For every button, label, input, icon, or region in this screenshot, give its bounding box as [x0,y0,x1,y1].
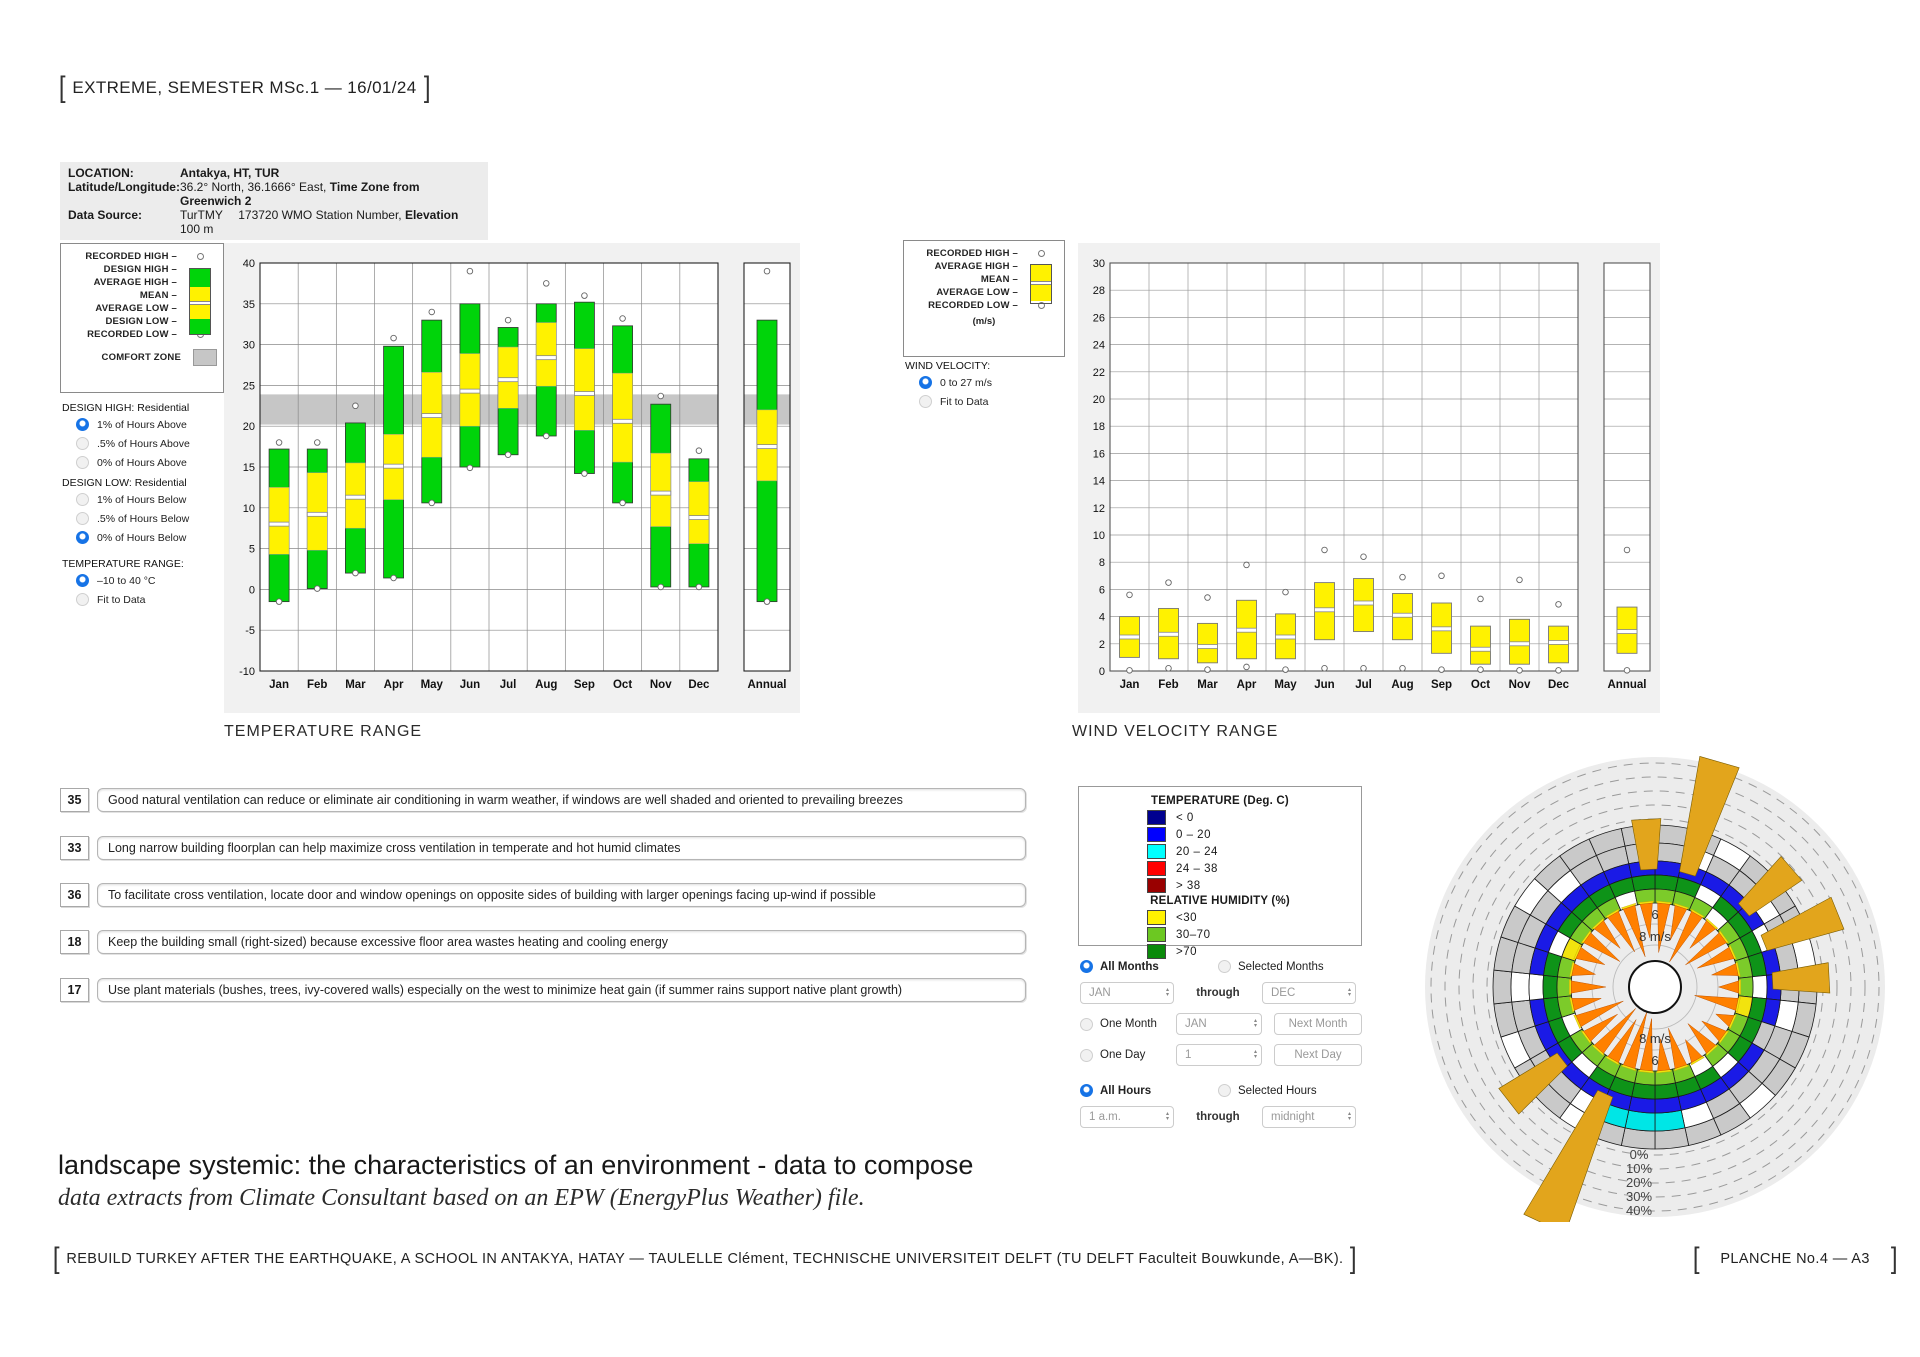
from-hour-select[interactable]: 1 a.m. ▴ ▾ [1080,1106,1174,1128]
svg-text:25: 25 [242,380,255,393]
svg-text:30: 30 [1092,258,1105,270]
svg-text:Nov: Nov [1508,679,1531,691]
wind-chart-title: WIND VELOCITY RANGE [1072,723,1279,740]
svg-text:28: 28 [1092,285,1105,298]
radio-dot [1218,960,1231,973]
svg-text:Oct: Oct [1470,679,1491,691]
radio-selected-months[interactable]: Selected Months [1218,960,1324,973]
bracket-open: [ [58,71,66,104]
swatch-temp-24-38 [1147,861,1166,876]
radio-1pct-hours-above[interactable]: 1% of Hours Above [76,418,222,431]
wheel-center [1629,961,1681,1013]
legend-recorded-low: RECORDED LOW – [87,329,177,340]
wind-wheel-chart [1420,752,1890,1222]
svg-text:0%: 0% [1629,1147,1649,1162]
temperature-legend [60,243,224,393]
radio-dot [76,593,89,606]
footer-planche-text: PLANCHE No.4 — A3 [1720,1250,1870,1267]
radio-wind-0-27[interactable]: 0 to 27 m/s [919,376,1065,389]
radio-dot [919,376,932,389]
through-label: through [1196,1111,1240,1123]
legend-mean: MEAN – [980,274,1018,285]
temp-bar-May [422,309,442,506]
temperature-chart-panel [224,243,800,713]
datasource-label: Data Source: [68,208,143,222]
svg-text:10: 10 [242,502,255,515]
guideline-text-field[interactable]: Keep the building small (right-sized) because excessive floor area wastes heating and cooling energy [97,930,1026,954]
guideline-number: 33 [60,836,89,860]
svg-text:26: 26 [1092,312,1105,325]
temp-bar-Mar [345,403,365,576]
radio-one-day[interactable]: One Day [1080,1049,1176,1062]
radio-all-months[interactable]: All Months [1080,960,1218,973]
svg-text:Sep: Sep [1430,679,1453,691]
svg-text:22: 22 [1092,366,1105,379]
guideline-number: 35 [60,788,89,812]
location-value: Antakya, HT, TUR [180,166,280,180]
design-low-section-label: DESIGN LOW: Residential [62,477,187,489]
guideline-text-field[interactable]: Long narrow building floorplan can help maximize cross ventilation in temperate and hot humid climates [97,836,1026,860]
guideline-row [60,788,1026,812]
temperature-bar-key [189,268,211,335]
svg-text:6: 6 [1651,1053,1659,1068]
svg-text:Annual: Annual [747,679,787,691]
svg-text:Jan: Jan [1119,679,1140,691]
svg-text:18: 18 [1092,421,1105,434]
stepper-icon: ▴ ▾ [1347,1111,1351,1122]
temperature-options [62,394,222,612]
svg-text:Apr: Apr [1236,679,1257,691]
temp-bar-Dec [689,448,709,590]
svg-text:8: 8 [1098,557,1105,570]
temp-bar-Apr [384,335,404,581]
svg-text:Jun: Jun [459,679,481,691]
wind-velocity-range-chart [1078,243,1660,713]
svg-text:12: 12 [1092,502,1105,515]
bracket-close: ] [1890,1242,1898,1275]
svg-text:Mar: Mar [345,679,366,691]
caption-subtitle: data extracts from Climate Consultant based on an EPW (EnergyPlus Weather) file. [58,1185,865,1211]
swatch-temp-0-20 [1147,827,1166,842]
legend-design-low: DESIGN LOW – [105,316,177,327]
svg-text:14: 14 [1092,475,1105,488]
radio-dot [919,395,932,408]
stepper-icon: ▴ ▾ [1165,987,1169,998]
swatch-rh-lt30 [1147,910,1166,925]
stepper-icon: ▴ ▾ [1253,1018,1257,1029]
svg-text:Annual: Annual [1607,679,1647,691]
radio-dot [76,574,89,587]
svg-text:8 m/s: 8 m/s [1639,929,1671,944]
wind-options [905,352,1065,414]
radio-0pct-hours-above[interactable]: 0% of Hours Above [76,456,222,469]
wheel-controls [1080,960,1388,1137]
svg-text:Oct: Oct [612,679,633,691]
radio-dot [76,437,89,450]
radio-dot [76,493,89,506]
page-header [58,71,431,104]
radio-0pct-hours-below[interactable]: 0% of Hours Below [76,531,222,544]
wheel-legend-rh-title: RELATIVE HUMIDITY (%) [1150,895,1290,907]
svg-text:5: 5 [248,543,255,556]
temp-bar-Aug [536,281,556,439]
wheel-legend-temp-title: TEMPERATURE (Deg. C) [1151,795,1289,807]
svg-text:2: 2 [1098,638,1105,651]
one-day-select[interactable]: 1 ▴ ▾ [1176,1044,1262,1066]
radio-range-fixed[interactable]: –10 to 40 °C [76,574,222,587]
footer-credit-text: REBUILD TURKEY AFTER THE EARTHQUAKE, A SCHOOL IN ANTAKYA, HATAY — TAULELLE Clément, TECHNISCHE UNIVERSITEIT DELFT (TU DELFT Faculteit Bouwkunde, A—BK). [66,1250,1344,1267]
design-high-section-label: DESIGN HIGH: Residential [62,402,190,414]
svg-text:20: 20 [1092,394,1105,406]
svg-text:-10: -10 [239,666,255,678]
bracket-close: ] [423,71,431,104]
temp-bar-Nov [651,393,671,590]
svg-text:Jul: Jul [1355,679,1372,691]
radio-one-month[interactable]: One Month [1080,1018,1176,1031]
to-month-select[interactable]: DEC ▴ ▾ [1262,982,1356,1004]
latlong-value: 36.2° North, 36.1666° East, Time Zone from Greenwich 2 [180,180,423,208]
svg-text:30%: 30% [1625,1189,1653,1204]
radio-range-fit[interactable]: Fit to Data [76,593,222,606]
datasource-value: TurTMY 173720 WMO Station Number, Elevation 100 m [180,208,462,236]
radio-dot [1080,1018,1093,1031]
guideline-row [60,930,1026,954]
caption-title: landscape systemic: the characteristics of an environment - data to compose [58,1150,974,1180]
legend-recorded-high: RECORDED HIGH – [85,251,177,262]
footer-planche [1692,1242,1898,1275]
wind-velocity-section-label: WIND VELOCITY: [905,360,991,372]
radio-dot [76,531,89,544]
legend-average-high: AVERAGE HIGH – [934,261,1018,272]
radio-05pct-hours-below[interactable]: .5% of Hours Below [76,512,222,525]
svg-text:Sep: Sep [573,679,595,691]
svg-text:20: 20 [242,421,255,434]
svg-text:Feb: Feb [1158,679,1179,691]
location-label: LOCATION: [68,166,134,180]
svg-text:20%: 20% [1625,1175,1653,1190]
to-hour-select[interactable]: midnight ▴ ▾ [1262,1106,1356,1128]
guideline-row [60,836,1026,860]
next-month-button[interactable]: Next Month [1274,1013,1362,1035]
svg-text:30: 30 [242,339,255,352]
svg-text:Feb: Feb [307,679,328,691]
svg-text:40%: 40% [1625,1203,1653,1218]
svg-text:6: 6 [1651,907,1659,922]
recorded-high-marker [1038,250,1045,257]
swatch-rh-30-70 [1147,927,1166,942]
svg-text:Jul: Jul [499,679,517,691]
svg-text:Apr: Apr [383,679,404,691]
guideline-row [60,978,1026,1002]
svg-text:15: 15 [242,462,255,474]
from-month-select[interactable]: JAN ▴ ▾ [1080,982,1174,1004]
svg-text:40: 40 [242,258,255,270]
through-label: through [1196,987,1240,999]
svg-text:6: 6 [1098,584,1105,597]
svg-text:Dec: Dec [688,679,710,691]
wind-chart-panel [1078,243,1660,713]
radio-selected-hours[interactable]: Selected Hours [1218,1084,1317,1097]
footer-credit [52,1242,1358,1275]
radio-dot [1080,1049,1093,1062]
temp-bar-Sep [574,293,594,476]
temperature-range-chart [224,243,800,713]
svg-text:8 m/s: 8 m/s [1639,1031,1671,1046]
recorded-high-marker [197,253,204,260]
latlong-row [68,180,480,208]
svg-text:35: 35 [242,298,255,311]
datasource-row [68,208,480,236]
temp-bar-Feb [307,440,327,592]
comfort-zone-key [67,349,217,366]
svg-text:0: 0 [248,584,255,597]
svg-text:Nov: Nov [649,679,672,691]
svg-text:Aug: Aug [535,679,558,691]
wheel-legend: TEMPERATURE (Deg. C) < 0 0 – 20 20 – 24 24 – 38 > 38 RELATIVE HUMIDITY (%) <30 30–70 >70 [1078,786,1362,946]
guideline-number: 36 [60,883,89,907]
bracket-close: ] [1350,1242,1357,1275]
stepper-icon: ▴ ▾ [1165,1111,1169,1122]
location-box [60,162,488,240]
svg-text:Jun: Jun [1314,679,1335,691]
radio-dot [1080,960,1093,973]
radio-all-hours[interactable]: All Hours [1080,1084,1218,1097]
temperature-chart-title: TEMPERATURE RANGE [224,723,423,740]
legend-average-low: AVERAGE LOW – [936,287,1018,298]
svg-text:Aug: Aug [1391,679,1414,691]
svg-text:16: 16 [1092,448,1105,461]
radio-dot [76,418,89,431]
stepper-icon: ▴ ▾ [1347,987,1351,998]
guideline-number: 18 [60,930,89,954]
comfort-zone-label: COMFORT ZONE [101,352,181,363]
radio-wind-fit[interactable]: Fit to Data [919,395,1065,408]
svg-text:0: 0 [1098,666,1105,678]
radio-dot [76,456,89,469]
legend-average-high: AVERAGE HIGH – [93,277,177,288]
guideline-text-field[interactable]: To facilitate cross ventilation, locate door and window openings on opposite sides of building with larger openings facing up-wind if possible [97,883,1026,907]
guideline-number: 17 [60,978,89,1002]
legend-mean: MEAN – [139,290,177,301]
wind-legend [903,240,1065,357]
radio-dot [76,512,89,525]
stepper-icon: ▴ ▾ [1253,1049,1257,1060]
latlong-label: Latitude/Longitude: [68,180,180,194]
svg-text:-5: -5 [245,625,255,638]
swatch-temp-gt38 [1147,878,1166,893]
one-month-select[interactable]: JAN ▴ ▾ [1176,1013,1262,1035]
legend-recorded-high: RECORDED HIGH – [926,248,1018,259]
guideline-text-field[interactable]: Use plant materials (bushes, trees, ivy-covered walls) especially on the west to minimize heat gain (if summer rains support native plant growth) [97,978,1026,1002]
legend-recorded-low: RECORDED LOW – [928,300,1018,311]
location-row [68,166,480,180]
bracket-open: [ [52,1242,60,1275]
guideline-row [60,883,1026,907]
swatch-temp-lt0 [1147,810,1166,825]
svg-text:Dec: Dec [1547,679,1570,691]
swatch-temp-20-24 [1147,844,1166,859]
temp-bar-Oct [613,316,633,506]
svg-text:May: May [420,679,443,691]
page-title: EXTREME, SEMESTER MSc.1 — 16/01/24 [72,77,417,97]
swatch-rh-gt70 [1147,944,1166,959]
next-day-button[interactable]: Next Day [1274,1044,1362,1066]
radio-1pct-hours-below[interactable]: 1% of Hours Below [76,493,222,506]
wind-unit-label: (m/s) [972,316,996,327]
radio-05pct-hours-above[interactable]: .5% of Hours Above [76,437,222,450]
temp-bar-Jan [269,440,289,605]
temp-bar-Jul [498,317,518,457]
guideline-text-field[interactable]: Good natural ventilation can reduce or eliminate air conditioning in warm weather, if windows are well shaded and oriented to prevailing breezes [97,788,1026,812]
svg-text:Mar: Mar [1197,679,1218,691]
svg-text:May: May [1274,679,1297,691]
svg-text:24: 24 [1092,339,1105,352]
wind-bar-key [1030,264,1052,304]
svg-text:10%: 10% [1625,1161,1653,1176]
bracket-open: [ [1692,1242,1700,1275]
svg-text:Jan: Jan [269,679,289,691]
temperature-range-section-label: TEMPERATURE RANGE: [62,558,184,570]
radio-dot [1080,1084,1093,1097]
svg-text:4: 4 [1098,611,1105,624]
legend-average-low: AVERAGE LOW – [95,303,177,314]
svg-text:10: 10 [1092,530,1105,542]
comfort-zone-swatch [193,349,217,366]
radio-dot [1218,1084,1231,1097]
legend-design-high: DESIGN HIGH – [103,264,177,275]
